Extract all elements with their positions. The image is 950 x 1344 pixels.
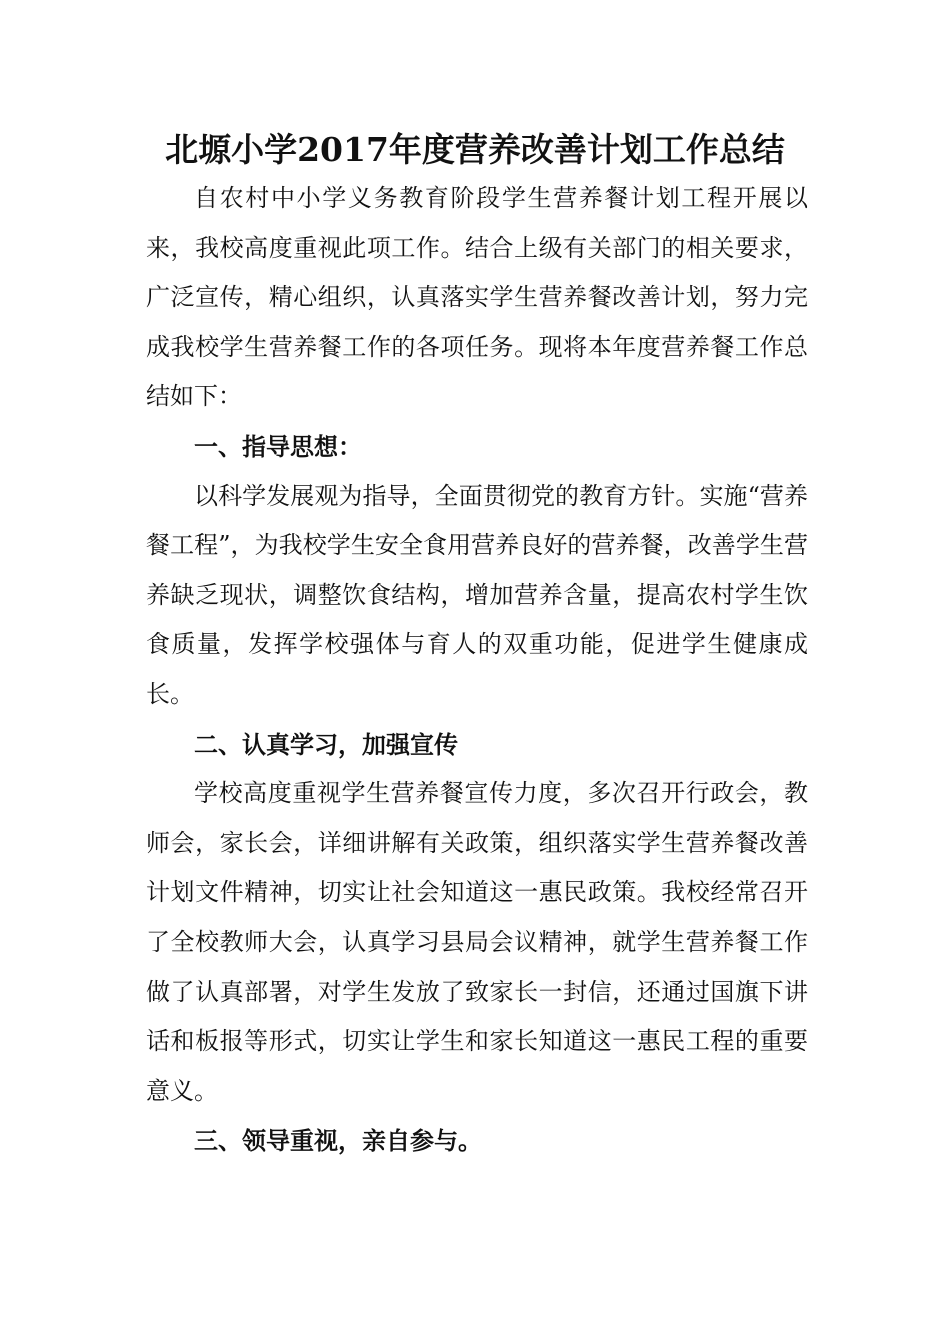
section-heading-3: 三、领导重视，亲自参与。 [194, 1126, 482, 1156]
paragraph-study-publicity: 学校高度重视学生营养餐宣传力度，多次召开行政会，教师会，家长会，详细讲解有关政策，组织落实学生营养餐改善计划文件精神，切实让社会知道这一惠民政策。我校经常召开了全校教师大会，认真学习县局会议精神，就学生营养餐工作做了认真部署，对学生发放了致家长一封信，还通过国旗下讲话和板报等形式，切实让学生和家长知道这一惠民工程的重要意义。 [146, 779, 808, 1105]
section-heading-2: 二、认真学习，加强宣传 [194, 729, 458, 759]
section-heading-1: 一、指导思想： [194, 431, 362, 461]
document-body [146, 174, 808, 1166]
paragraph-guiding-ideology: 以科学发展观为指导，全面贯彻党的教育方针。实施“营养餐工程”，为我校学生安全食用营养良好的营养餐，改善学生营养缺乏现状，调整饮食结构，增加营养含量，提高农村学生饮食质量，发挥学校强体与育人的双重功能，促进学生健康成长。 [146, 481, 808, 708]
paragraph-intro: 自农村中小学义务教育阶段学生营养餐计划工程开展以来，我校高度重视此项工作。结合上级有关部门的相关要求，广泛宣传，精心组织，认真落实学生营养餐改善计划，努力完成我校学生营养餐工作的各项任务。现将本年度营养餐工作总结如下： [146, 184, 808, 411]
document-title: 北塬小学2017年度营养改善计划工作总结 [165, 130, 785, 169]
